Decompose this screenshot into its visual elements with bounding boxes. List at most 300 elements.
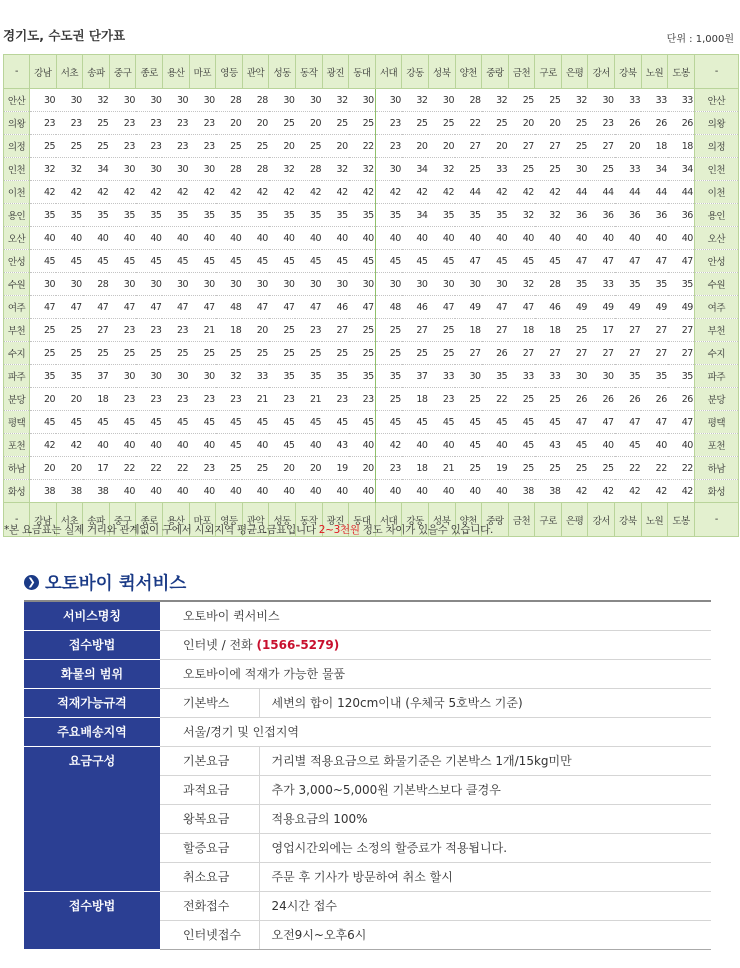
- price-cell: 45: [482, 411, 509, 434]
- price-cell: 40: [216, 480, 243, 503]
- service-value: 거리별 적용요금으로 화물기준은 기본박스 1개/15kg미만: [259, 746, 711, 775]
- row-label: 안성: [694, 250, 738, 273]
- price-cell: 30: [375, 273, 402, 296]
- row-label: 의왕: [694, 112, 738, 135]
- row-label: 의정: [4, 135, 30, 158]
- price-cell: 30: [162, 158, 189, 181]
- price-cell: 45: [508, 434, 535, 457]
- price-cell: 47: [641, 250, 668, 273]
- service-row-fee: [24, 746, 711, 775]
- price-cell: 23: [136, 112, 163, 135]
- column-header: 강남: [30, 55, 57, 89]
- column-header: 종로: [136, 55, 163, 89]
- price-row: [4, 227, 739, 250]
- price-cell: 45: [561, 434, 588, 457]
- price-cell: 30: [295, 273, 322, 296]
- price-cell: 35: [615, 365, 642, 388]
- price-cell: 27: [322, 319, 349, 342]
- price-cell: 25: [402, 342, 429, 365]
- price-cell: 27: [482, 319, 509, 342]
- price-cell: 30: [588, 89, 615, 112]
- price-cell: 37: [83, 365, 110, 388]
- price-cell: 25: [455, 388, 482, 411]
- price-cell: 20: [295, 457, 322, 480]
- price-cell: 20: [535, 112, 562, 135]
- price-cell: 40: [668, 434, 695, 457]
- price-cell: 27: [588, 342, 615, 365]
- price-cell: 44: [615, 181, 642, 204]
- price-cell: 22: [615, 457, 642, 480]
- price-cell: 35: [269, 204, 296, 227]
- price-cell: 45: [216, 434, 243, 457]
- price-cell: 35: [30, 365, 57, 388]
- service-key: 접수방법: [24, 630, 160, 659]
- column-header: 중랑: [482, 55, 509, 89]
- price-cell: 40: [402, 227, 429, 250]
- price-cell: 47: [588, 250, 615, 273]
- service-value: 오토바이에 적재가 가능한 물품: [160, 659, 711, 688]
- price-cell: 40: [242, 480, 269, 503]
- price-cell: 28: [242, 89, 269, 112]
- price-cell: 44: [455, 181, 482, 204]
- price-cell: 47: [162, 296, 189, 319]
- price-cell: 23: [136, 135, 163, 158]
- price-cell: 45: [455, 434, 482, 457]
- price-cell: 25: [136, 342, 163, 365]
- row-label: 포천: [4, 434, 30, 457]
- service-sub-key: 기본요금: [160, 746, 259, 775]
- price-cell: 40: [428, 480, 455, 503]
- price-cell: 30: [428, 273, 455, 296]
- row-label: 여주: [694, 296, 738, 319]
- price-row: [4, 204, 739, 227]
- price-row: [4, 250, 739, 273]
- row-label: 인천: [4, 158, 30, 181]
- price-cell: 47: [508, 296, 535, 319]
- price-cell: 42: [615, 480, 642, 503]
- price-cell: 20: [242, 112, 269, 135]
- price-cell: 27: [455, 135, 482, 158]
- price-cell: 35: [162, 204, 189, 227]
- price-cell: 22: [109, 457, 136, 480]
- column-header: 성동: [269, 503, 296, 537]
- price-cell: 23: [295, 319, 322, 342]
- price-cell: 30: [109, 365, 136, 388]
- price-cell: 23: [588, 112, 615, 135]
- column-header: 중구: [109, 55, 136, 89]
- service-table: [24, 600, 711, 950]
- price-cell: 34: [402, 204, 429, 227]
- price-cell: 40: [56, 227, 83, 250]
- price-cell: 25: [295, 135, 322, 158]
- price-cell: 45: [295, 411, 322, 434]
- price-cell: 42: [136, 181, 163, 204]
- price-row: [4, 296, 739, 319]
- price-cell: 40: [242, 227, 269, 250]
- price-cell: 45: [482, 250, 509, 273]
- price-cell: 49: [641, 296, 668, 319]
- price-cell: 38: [508, 480, 535, 503]
- price-cell: 27: [641, 342, 668, 365]
- price-cell: 27: [668, 342, 695, 365]
- column-header: 성북: [428, 55, 455, 89]
- price-cell: 35: [109, 204, 136, 227]
- price-cell: 47: [56, 296, 83, 319]
- price-cell: 25: [83, 112, 110, 135]
- price-cell: 45: [615, 434, 642, 457]
- note-highlight: 2~3천원: [318, 524, 360, 536]
- price-cell: 47: [136, 296, 163, 319]
- price-cell: 47: [30, 296, 57, 319]
- service-sub-key: 전화접수: [160, 891, 259, 920]
- service-value: 서울/경기 및 인접지역: [160, 717, 711, 746]
- row-label: 오산: [4, 227, 30, 250]
- price-cell: 30: [349, 273, 376, 296]
- column-header: 서초: [56, 503, 83, 537]
- price-cell: 45: [375, 411, 402, 434]
- price-cell: 25: [508, 89, 535, 112]
- price-cell: 27: [668, 319, 695, 342]
- price-cell: 23: [162, 319, 189, 342]
- price-row: [4, 112, 739, 135]
- price-cell: 43: [535, 434, 562, 457]
- price-cell: 44: [668, 181, 695, 204]
- price-cell: 45: [322, 411, 349, 434]
- price-cell: 45: [83, 411, 110, 434]
- price-cell: 42: [668, 480, 695, 503]
- price-cell: 27: [535, 342, 562, 365]
- price-cell: 40: [668, 227, 695, 250]
- price-cell: 18: [535, 319, 562, 342]
- column-header: 금천: [508, 503, 535, 537]
- price-cell: 42: [56, 434, 83, 457]
- row-label: 부천: [4, 319, 30, 342]
- price-cell: 45: [189, 411, 216, 434]
- price-cell: 49: [588, 296, 615, 319]
- price-cell: 26: [615, 388, 642, 411]
- price-cell: 42: [242, 181, 269, 204]
- price-cell: 45: [322, 250, 349, 273]
- price-cell: 25: [428, 342, 455, 365]
- price-header-row: [4, 55, 739, 89]
- price-cell: 30: [30, 89, 57, 112]
- price-cell: 23: [136, 388, 163, 411]
- price-cell: 30: [455, 365, 482, 388]
- price-cell: 35: [349, 365, 376, 388]
- price-cell: 35: [561, 273, 588, 296]
- service-key: 주요배송지역: [24, 717, 160, 746]
- price-cell: 23: [109, 388, 136, 411]
- column-header: 은평: [561, 55, 588, 89]
- price-cell: 35: [482, 204, 509, 227]
- price-cell: 42: [402, 181, 429, 204]
- column-header: 강동: [402, 503, 429, 537]
- price-cell: 21: [428, 457, 455, 480]
- price-row: [4, 388, 739, 411]
- price-cell: 23: [349, 388, 376, 411]
- service-row-recv: [24, 891, 711, 920]
- price-cell: 42: [30, 181, 57, 204]
- price-cell: 42: [269, 181, 296, 204]
- price-cell: 45: [216, 411, 243, 434]
- price-cell: 38: [30, 480, 57, 503]
- price-cell: 30: [375, 158, 402, 181]
- price-cell: 40: [295, 227, 322, 250]
- price-row: [4, 319, 739, 342]
- price-cell: 45: [83, 250, 110, 273]
- price-cell: 26: [588, 388, 615, 411]
- price-cell: 40: [136, 227, 163, 250]
- price-cell: 47: [83, 296, 110, 319]
- price-cell: 23: [375, 457, 402, 480]
- price-cell: 30: [375, 89, 402, 112]
- price-cell: 40: [109, 434, 136, 457]
- price-cell: 35: [375, 204, 402, 227]
- service-sub-key: 할증요금: [160, 833, 259, 862]
- price-cell: 20: [402, 135, 429, 158]
- price-cell: 40: [216, 227, 243, 250]
- price-cell: 25: [322, 112, 349, 135]
- price-cell: 27: [402, 319, 429, 342]
- price-cell: 23: [109, 319, 136, 342]
- price-cell: 20: [482, 135, 509, 158]
- price-cell: 25: [269, 342, 296, 365]
- column-header: 강서: [588, 55, 615, 89]
- price-cell: 40: [482, 227, 509, 250]
- row-label: 수지: [694, 342, 738, 365]
- price-cell: 20: [56, 388, 83, 411]
- price-cell: 40: [109, 227, 136, 250]
- price-cell: 23: [109, 135, 136, 158]
- price-cell: 45: [508, 411, 535, 434]
- price-cell: 35: [668, 365, 695, 388]
- price-cell: 25: [535, 457, 562, 480]
- price-cell: 26: [641, 388, 668, 411]
- column-header: 도봉: [668, 503, 695, 537]
- price-cell: 47: [641, 411, 668, 434]
- row-label: 포천: [694, 434, 738, 457]
- price-cell: 30: [189, 273, 216, 296]
- price-cell: 30: [56, 273, 83, 296]
- row-label: 수원: [4, 273, 30, 296]
- price-cell: 47: [455, 250, 482, 273]
- price-cell: 44: [561, 181, 588, 204]
- price-cell: 40: [242, 434, 269, 457]
- price-cell: 25: [83, 135, 110, 158]
- price-cell: 25: [535, 158, 562, 181]
- phone-number[interactable]: (1566-5279): [256, 638, 340, 652]
- price-cell: 35: [83, 204, 110, 227]
- column-header: 광진: [322, 55, 349, 89]
- price-cell: 40: [269, 480, 296, 503]
- price-cell: 46: [535, 296, 562, 319]
- price-cell: 32: [402, 89, 429, 112]
- price-cell: 34: [668, 158, 695, 181]
- price-cell: 20: [216, 112, 243, 135]
- price-cell: 20: [428, 135, 455, 158]
- unit-label: 단위 : 1,000원: [666, 34, 734, 45]
- price-cell: 22: [482, 388, 509, 411]
- price-cell: 48: [216, 296, 243, 319]
- price-cell: 35: [322, 204, 349, 227]
- row-label: 안산: [4, 89, 30, 112]
- price-cell: 20: [349, 457, 376, 480]
- price-cell: 40: [508, 227, 535, 250]
- column-header: 동작: [295, 55, 322, 89]
- price-cell: 45: [162, 411, 189, 434]
- price-cell: 45: [375, 250, 402, 273]
- column-header: 노원: [641, 55, 668, 89]
- row-label: 분당: [4, 388, 30, 411]
- price-cell: 27: [615, 319, 642, 342]
- price-cell: 47: [482, 296, 509, 319]
- price-cell: 25: [375, 319, 402, 342]
- row-label: 의정: [694, 135, 738, 158]
- price-cell: 25: [56, 135, 83, 158]
- column-header: 서초: [56, 55, 83, 89]
- price-cell: 45: [189, 250, 216, 273]
- row-label: 오산: [694, 227, 738, 250]
- price-cell: 30: [109, 273, 136, 296]
- price-cell: 33: [482, 158, 509, 181]
- price-cell: 45: [109, 250, 136, 273]
- row-label: 화성: [694, 480, 738, 503]
- price-cell: 32: [322, 89, 349, 112]
- column-header: 성북: [428, 503, 455, 537]
- price-cell: 25: [189, 342, 216, 365]
- price-cell: 42: [30, 434, 57, 457]
- price-cell: 25: [561, 135, 588, 158]
- price-cell: 35: [349, 204, 376, 227]
- price-cell: 33: [535, 365, 562, 388]
- price-cell: 30: [242, 273, 269, 296]
- corner-label: -: [4, 503, 30, 537]
- column-header: 구로: [535, 503, 562, 537]
- price-cell: 36: [588, 204, 615, 227]
- price-cell: 42: [83, 181, 110, 204]
- price-cell: 45: [56, 250, 83, 273]
- price-cell: 30: [136, 89, 163, 112]
- price-cell: 28: [242, 158, 269, 181]
- price-cell: 42: [375, 181, 402, 204]
- service-sub-key: 왕복요금: [160, 804, 259, 833]
- price-cell: 23: [56, 112, 83, 135]
- price-cell: 20: [322, 135, 349, 158]
- price-cell: 40: [375, 227, 402, 250]
- service-value: 오전9시~오후6시: [259, 920, 711, 949]
- price-cell: 22: [136, 457, 163, 480]
- price-cell: 38: [535, 480, 562, 503]
- price-cell: 49: [561, 296, 588, 319]
- row-label: 부천: [694, 319, 738, 342]
- column-header: 강서: [588, 503, 615, 537]
- price-cell: 42: [162, 181, 189, 204]
- price-cell: 40: [295, 480, 322, 503]
- price-cell: 18: [668, 135, 695, 158]
- price-cell: 23: [136, 319, 163, 342]
- price-row: [4, 411, 739, 434]
- row-label: 분당: [694, 388, 738, 411]
- price-cell: 22: [455, 112, 482, 135]
- price-cell: 47: [428, 296, 455, 319]
- price-cell: 40: [269, 227, 296, 250]
- price-cell: 25: [561, 112, 588, 135]
- price-cell: 40: [402, 434, 429, 457]
- price-cell: 47: [615, 411, 642, 434]
- price-cell: 30: [428, 89, 455, 112]
- price-cell: 19: [322, 457, 349, 480]
- price-cell: 30: [189, 158, 216, 181]
- price-cell: 22: [162, 457, 189, 480]
- price-cell: 25: [30, 135, 57, 158]
- price-cell: 33: [588, 273, 615, 296]
- price-cell: 40: [588, 434, 615, 457]
- service-value: 영업시간외에는 소정의 할증료가 적용됩니다.: [259, 833, 711, 862]
- price-cell: 45: [216, 250, 243, 273]
- price-cell: 26: [482, 342, 509, 365]
- price-cell: 48: [375, 296, 402, 319]
- price-cell: 32: [561, 89, 588, 112]
- price-cell: 26: [641, 112, 668, 135]
- price-cell: 36: [561, 204, 588, 227]
- price-cell: 30: [189, 89, 216, 112]
- column-header: 마포: [189, 503, 216, 537]
- price-cell: 47: [668, 411, 695, 434]
- row-label: 안성: [4, 250, 30, 273]
- price-cell: 30: [561, 365, 588, 388]
- price-cell: 18: [402, 457, 429, 480]
- row-label: 평택: [4, 411, 30, 434]
- price-cell: 47: [668, 250, 695, 273]
- price-row: [4, 273, 739, 296]
- price-cell: 20: [30, 388, 57, 411]
- price-cell: 33: [668, 89, 695, 112]
- price-cell: 18: [641, 135, 668, 158]
- price-cell: 25: [295, 342, 322, 365]
- price-cell: 35: [482, 365, 509, 388]
- price-cell: 32: [83, 89, 110, 112]
- column-header: 구로: [535, 55, 562, 89]
- row-label: 용인: [694, 204, 738, 227]
- price-cell: 47: [561, 411, 588, 434]
- price-cell: 47: [588, 411, 615, 434]
- price-cell: 19: [482, 457, 509, 480]
- row-label: 인천: [694, 158, 738, 181]
- row-label: 수원: [694, 273, 738, 296]
- price-cell: 40: [482, 434, 509, 457]
- price-cell: 40: [30, 227, 57, 250]
- price-cell: 25: [216, 342, 243, 365]
- row-label: 이천: [4, 181, 30, 204]
- price-cell: 40: [189, 434, 216, 457]
- column-header: 양천: [455, 55, 482, 89]
- row-label: 평택: [694, 411, 738, 434]
- service-value: 오토바이 퀵서비스: [160, 601, 711, 630]
- column-header: 금천: [508, 55, 535, 89]
- service-row-area: [24, 717, 711, 746]
- service-sub-key: 기본박스: [160, 688, 259, 717]
- price-cell: 40: [83, 434, 110, 457]
- price-cell: 25: [322, 342, 349, 365]
- price-cell: 37: [402, 365, 429, 388]
- column-header: 성동: [269, 55, 296, 89]
- price-cell: 40: [428, 227, 455, 250]
- price-cell: 25: [242, 457, 269, 480]
- price-cell: 35: [641, 273, 668, 296]
- column-header: 은평: [561, 503, 588, 537]
- price-cell: 25: [242, 342, 269, 365]
- price-cell: 42: [428, 181, 455, 204]
